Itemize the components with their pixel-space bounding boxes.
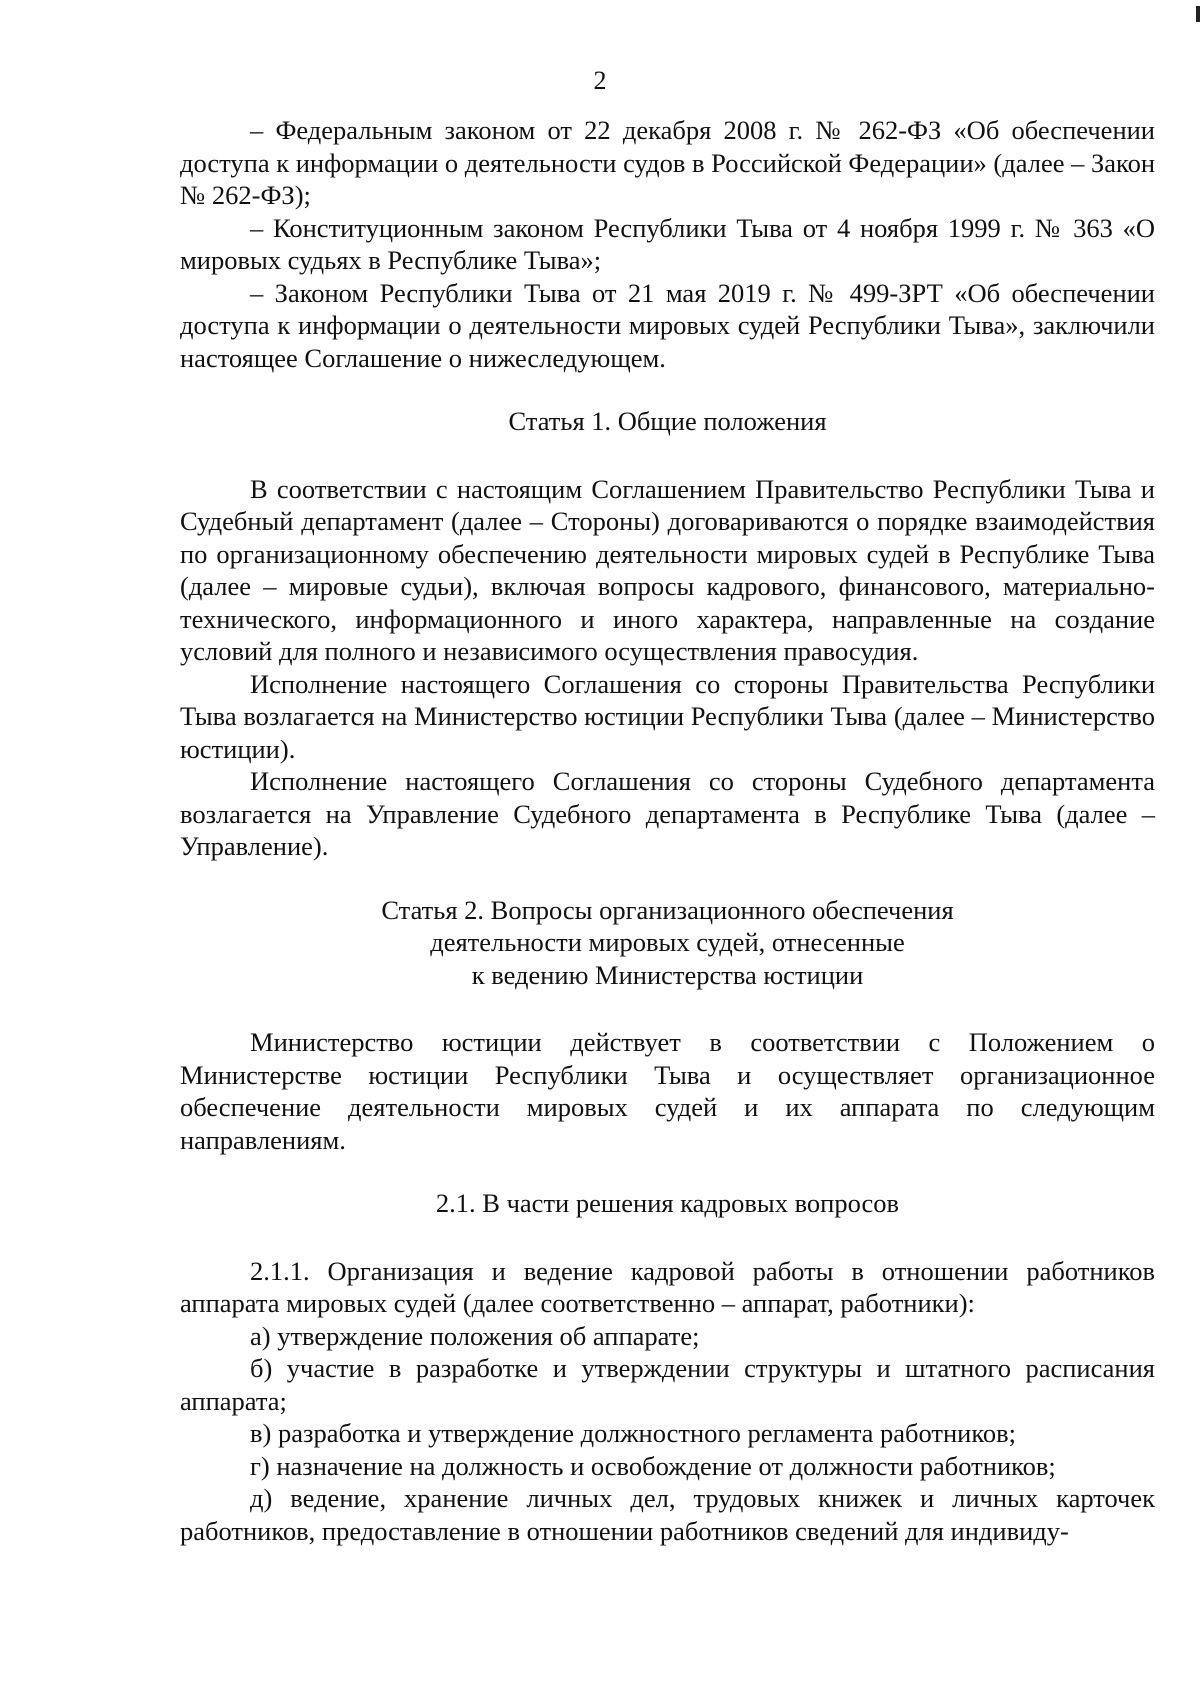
article-2-paragraph-1: Министерство юстиции действует в соответствии с Положением о Министерстве юстиции Республики Тыва и осуществляет организационное обеспечение деятельности мировых судей и их аппарата по следующим направлениям. <box>180 1027 1155 1155</box>
document-body <box>180 114 1155 1547</box>
intro-paragraph-3: – Законом Республики Тыва от 21 мая 2019 г. № 499-ЗРТ «Об обеспечении доступа к информации о деятельности мировых судей Республики Тыва», заключили настоящее Соглашение о нижеследующем. <box>180 277 1155 373</box>
article-2-title <box>180 894 1155 992</box>
section-2-1-item-b: б) участие в разработке и утверждении структуры и штатного расписания аппарата; <box>180 1353 1155 1416</box>
section-2-1-item-g: г) назначение на должность и освобождение от должности работников; <box>250 1450 1056 1481</box>
article-1-paragraph-3: Исполнение настоящего Соглашения со стороны Судебного департамента возлагается на Управление Судебного департамента в Республике Тыва (далее – Управление). <box>180 766 1155 861</box>
intro-paragraph-2: – Конституционным законом Республики Тыва от 4 ноября 1999 г. № 363 «О мировых судьях в Республике Тыва»; <box>180 212 1155 275</box>
section-2-1-title: 2.1. В части решения кадровых вопросов <box>435 1188 900 1218</box>
article-2-title-line-1: Статья 2. Вопросы организационного обеспечения <box>381 894 954 925</box>
section-2-1-item-a: а) утверждение положения об аппарате; <box>250 1320 700 1351</box>
article-2-title-line-3: к ведению Министерства юстиции <box>471 959 864 990</box>
article-1-title: Статья 1. Общие положения <box>508 406 827 436</box>
article-1-paragraph-1: В соответствии с настоящим Соглашением Правительство Республики Тыва и Судебный департамент (далее – Стороны) договариваются о порядке взаимодействия по организационному обеспечению деятельности мировых судей в Республике Тыва (далее – мировые судьи), включая вопросы кадрового, финансового, материально-технического, информационного и иного характера, направленные на создание условий для полного и независимого осуществления правосудия. <box>180 473 1155 666</box>
scan-edge-mark <box>1196 6 1200 22</box>
section-2-1-item-v: в) разработка и утверждение должностного регламента работников; <box>250 1418 1016 1448</box>
section-2-1-paragraph-1: 2.1.1. Организация и ведение кадровой работы в отношении работников аппарата мировых судей (далее соответственно – аппарат, работники): <box>180 1255 1155 1318</box>
article-2-title-line-2: деятельности мировых судей, отнесенные <box>430 927 905 957</box>
intro-paragraph-1: – Федеральным законом от 22 декабря 2008 г. № 262-ФЗ «Об обеспечении доступа к информации о деятельности судов в Российской Федерации» (далее – Закон № 262-ФЗ); <box>180 115 1155 210</box>
article-1-paragraph-2: Исполнение настоящего Соглашения со стороны Правительства Республики Тыва возлагается на Министерство юстиции Республики Тыва (далее – Министерство юстиции). <box>180 668 1155 764</box>
section-2-1-item-d: д) ведение, хранение личных дел, трудовых книжек и личных карточек работников, предоставление в отношении работников сведений для индивиду- <box>180 1483 1155 1546</box>
page-number: 2 <box>593 66 607 95</box>
